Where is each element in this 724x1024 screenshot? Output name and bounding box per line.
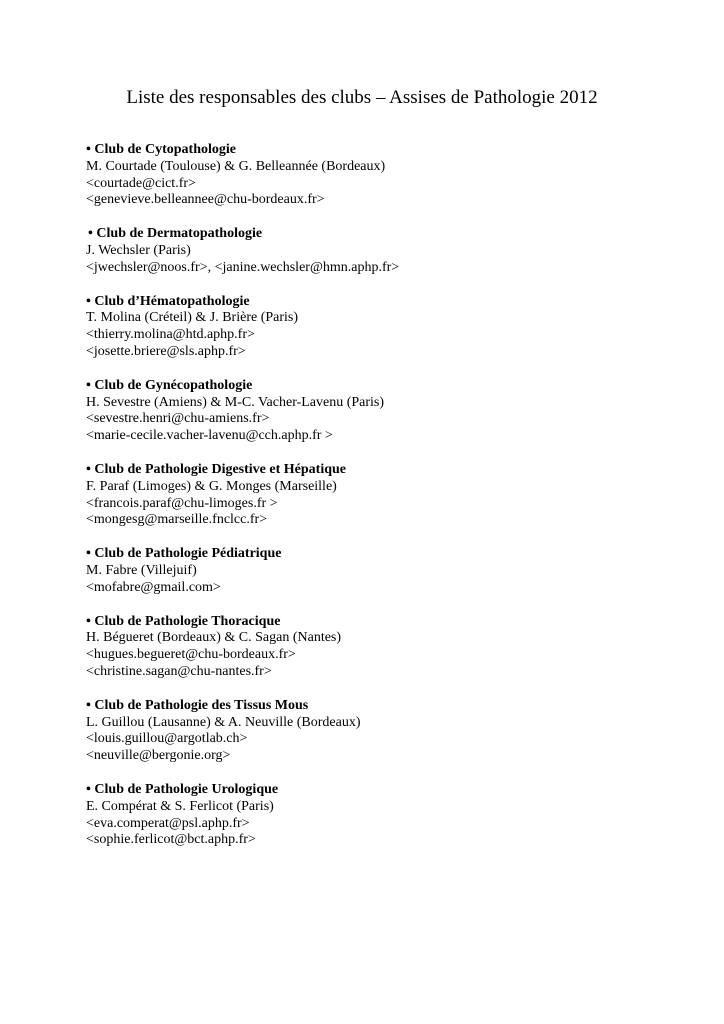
club-people: H. Sevestre (Amiens) & M-C. Vacher-Lavenu (Paris)	[86, 394, 385, 410]
club-name: • Club de Pathologie Pédiatrique	[86, 546, 282, 562]
club-email: <mofabre@gmail.com>	[86, 579, 221, 595]
club-name: • Club de Pathologie Thoracique	[86, 613, 281, 629]
club-entry	[86, 782, 686, 849]
club-email: <hugues.begueret@chu-bordeaux.fr>	[86, 647, 296, 663]
club-entry	[86, 378, 686, 445]
club-entry	[86, 546, 686, 596]
club-name: • Club de Pathologie Digestive et Hépatique	[86, 461, 346, 477]
club-list	[86, 142, 686, 866]
club-email: <marie-cecile.vacher-lavenu@cch.aphp.fr >	[86, 428, 333, 444]
club-email: <mongesg@marseille.fnclcc.fr>	[86, 512, 268, 528]
club-entry	[86, 614, 686, 681]
club-email: <sophie.ferlicot@bct.aphp.fr>	[86, 832, 256, 848]
club-entry	[86, 142, 686, 209]
club-entry	[86, 462, 686, 529]
club-email: <jwechsler@noos.fr>, <janine.wechsler@hmn.aphp.fr>	[86, 259, 400, 275]
club-name: • Club d’Hématopathologie	[86, 293, 250, 309]
club-email: <neuville@bergonie.org>	[86, 748, 231, 764]
document-title: Liste des responsables des clubs – Assises de Pathologie 2012	[126, 87, 598, 108]
club-people: L. Guillou (Lausanne) & A. Neuville (Bordeaux)	[86, 714, 361, 730]
club-email: <thierry.molina@htd.aphp.fr>	[86, 327, 255, 343]
club-people: F. Paraf (Limoges) & G. Monges (Marseille)	[86, 478, 337, 494]
club-people: M. Fabre (Villejuif)	[86, 562, 197, 578]
club-email: <christine.sagan@chu-nantes.fr>	[86, 663, 272, 679]
club-name: • Club de Dermatopathologie	[88, 226, 263, 242]
club-email: <francois.paraf@chu-limoges.fr >	[86, 495, 278, 511]
club-email: <josette.briere@sls.aphp.fr>	[86, 343, 246, 359]
club-people: J. Wechsler (Paris)	[86, 242, 191, 258]
club-email: <genevieve.belleannee@chu-bordeaux.fr>	[86, 192, 325, 208]
club-email: <sevestre.henri@chu-amiens.fr>	[86, 411, 270, 427]
club-email: <louis.guillou@argotlab.ch>	[86, 731, 248, 747]
club-people: T. Molina (Créteil) & J. Brière (Paris)	[86, 310, 299, 326]
club-name: • Club de Gynécopathologie	[86, 377, 253, 393]
club-name: • Club de Pathologie des Tissus Mous	[86, 697, 309, 713]
club-entry	[86, 294, 686, 361]
club-name: • Club de Pathologie Urologique	[86, 781, 279, 797]
club-email: <courtade@cict.fr>	[86, 175, 196, 191]
club-entry	[86, 226, 686, 276]
club-name: • Club de Cytopathologie	[86, 142, 236, 157]
club-entry	[86, 698, 686, 765]
club-people: M. Courtade (Toulouse) & G. Belleannée (Bordeaux)	[86, 158, 386, 174]
club-email: <eva.comperat@psl.aphp.fr>	[86, 815, 250, 831]
club-people: E. Compérat & S. Ferlicot (Paris)	[86, 798, 274, 814]
club-people: H. Bégueret (Bordeaux) & C. Sagan (Nantes)	[86, 630, 342, 646]
